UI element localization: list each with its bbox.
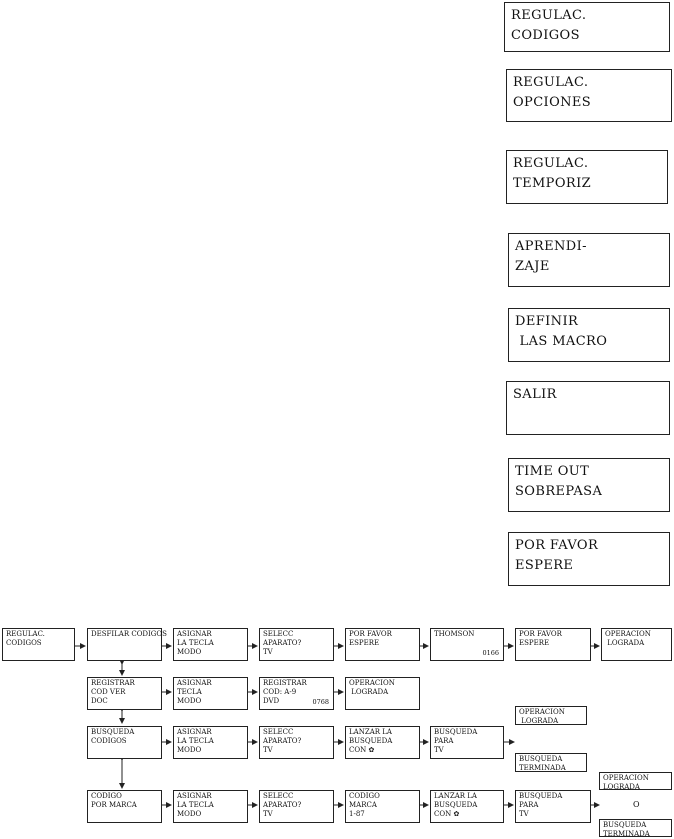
node-label: POR FAVOR	[349, 630, 392, 638]
node-label: LOGRADA	[605, 639, 645, 647]
node-label: CODIGOS	[91, 737, 127, 745]
node-label: APARATO?	[263, 801, 302, 809]
flow-node-asignar-tecla-modo	[173, 726, 248, 759]
flow-node-operacion-lograda	[601, 628, 672, 661]
flow-node-selecc-aparato	[259, 790, 334, 823]
flow-node-lanzar-busqueda	[430, 790, 504, 823]
menu-line: POR FAVOR	[515, 538, 599, 553]
flow-node-registrar-cod-ver-doc	[87, 677, 162, 710]
flow-node-busqueda-codigos	[87, 726, 162, 759]
node-label: BUSQUEDA	[349, 737, 393, 745]
flow-node-asignar-tecla-modo	[173, 790, 248, 823]
node-label: SELECC	[263, 728, 294, 736]
node-label: 1-87	[349, 810, 365, 818]
flow-node-codigo-por-marca	[87, 790, 162, 823]
node-label: COD: A-9	[263, 688, 297, 696]
node-label: LOGRADA	[519, 717, 559, 725]
node-label: BUSQUEDA	[434, 728, 478, 736]
menu-line: REGULAC.	[513, 156, 589, 171]
node-label: LA TECLA	[177, 639, 214, 647]
node-label: BUSQUEDA	[91, 728, 135, 736]
code-value: 0166	[482, 649, 499, 657]
node-label: LANZAR LA	[434, 792, 477, 800]
node-label: OPERACION	[605, 630, 651, 638]
node-label: MODO	[177, 810, 202, 818]
flow-node-asignar-tecla-modo	[173, 677, 248, 710]
flow-node-por-favor-espere	[345, 628, 420, 661]
node-label: DOC	[91, 697, 108, 705]
node-label: TV	[434, 746, 444, 754]
node-label: ESPERE	[349, 639, 380, 647]
node-label: REGISTRAR	[263, 679, 307, 687]
node-label: TV	[519, 810, 529, 818]
node-label: MODO	[177, 746, 202, 754]
node-label: LA TECLA	[177, 801, 214, 809]
flow-node-codigo-marca	[345, 790, 420, 823]
node-label: CODIGO	[91, 792, 122, 800]
menu-line: ESPERE	[515, 558, 574, 573]
node-label: OPERACION	[519, 708, 565, 716]
node-label: LA TECLA	[177, 737, 214, 745]
node-label: TV	[263, 648, 273, 656]
node-label: BUSQUEDA	[519, 792, 563, 800]
node-label: MODO	[177, 697, 202, 705]
node-label: BUSQUEDA	[603, 821, 647, 829]
node-label: OPERACION	[349, 679, 395, 687]
node-label: POR MARCA	[91, 801, 137, 809]
node-label: MARCA	[349, 801, 377, 809]
node-label: CON ✿	[349, 746, 375, 754]
flow-node-operacion-lograda	[345, 677, 420, 710]
menu-line: CODIGOS	[511, 28, 580, 43]
menu-line: REGULAC.	[511, 8, 587, 23]
flow-node-operacion-lograda	[599, 772, 672, 790]
node-label: COD VER	[91, 688, 126, 696]
flow-node-por-favor-espere	[515, 628, 591, 661]
node-label: BUSQUEDA	[519, 755, 563, 763]
node-label: PARA	[519, 801, 539, 809]
menu-line: SALIR	[513, 387, 557, 402]
node-label: TERMINADA	[519, 764, 566, 772]
node-label: DESFILAR CODIGOS	[91, 630, 167, 638]
menu-line: SOBREPASA	[515, 484, 603, 499]
menu-line: DEFINIR	[515, 314, 579, 329]
node-label: TV	[263, 746, 273, 754]
node-label: DVD	[263, 697, 280, 705]
node-label: BUSQUEDA	[434, 801, 478, 809]
flow-node-selecc-aparato	[259, 726, 334, 759]
flow-node-busqueda-para-tv	[430, 726, 504, 759]
node-label: SELECC	[263, 792, 294, 800]
menu-line: TEMPORIZ	[513, 176, 592, 191]
node-label: ASIGNAR	[177, 630, 212, 638]
menu-line: OPCIONES	[513, 95, 592, 110]
node-label: MODO	[177, 648, 202, 656]
node-label: ASIGNAR	[177, 679, 212, 687]
node-label: THOMSON	[434, 630, 475, 638]
flow-node-desfilar-codigos	[87, 628, 167, 661]
flow-node-operacion-lograda	[515, 706, 587, 725]
node-label: ASIGNAR	[177, 792, 212, 800]
node-label: SELECC	[263, 630, 294, 638]
node-label: CODIGO	[349, 792, 380, 800]
menu-line: APRENDI-	[515, 239, 587, 254]
node-label: ASIGNAR	[177, 728, 212, 736]
flow-node-asignar-tecla-modo	[173, 628, 248, 661]
flow-node-selecc-aparato	[259, 628, 334, 661]
node-label: TERMINADA	[603, 830, 650, 838]
flow-node-thomson	[430, 628, 504, 661]
menu-line: REGULAC.	[513, 75, 589, 90]
node-label: POR FAVOR	[519, 630, 562, 638]
node-label: TV	[263, 810, 273, 818]
node-label: REGULAC.	[6, 630, 45, 638]
flow-node-lanzar-busqueda	[345, 726, 420, 759]
or-label: O	[633, 800, 640, 809]
flow-node-registrar-cod-dvd	[259, 677, 334, 710]
node-label: APARATO?	[263, 639, 302, 647]
flow-node-busqueda-terminada	[599, 819, 672, 837]
node-label: OPERACION	[603, 774, 649, 782]
node-label: LOGRADA	[603, 783, 640, 791]
node-label: ESPERE	[519, 639, 550, 647]
node-label: LOGRADA	[349, 688, 389, 696]
node-label: PARA	[434, 737, 454, 745]
flow-node-busqueda-terminada	[515, 753, 587, 772]
node-label: APARATO?	[263, 737, 302, 745]
menu-line: ZAJE	[515, 259, 550, 274]
node-label: REGISTRAR	[91, 679, 135, 687]
menu-line: TIME OUT	[515, 464, 590, 479]
node-label: CON ✿	[434, 810, 460, 818]
menu-line: LAS MACRO	[515, 334, 608, 349]
node-label: LANZAR LA	[349, 728, 392, 736]
node-label: CODIGOS	[6, 639, 42, 647]
flow-node-busqueda-para-tv	[515, 790, 591, 823]
flow-node-regulac-codigos	[2, 628, 75, 661]
node-label: TECLA	[177, 688, 202, 696]
code-value: 0768	[312, 698, 329, 706]
